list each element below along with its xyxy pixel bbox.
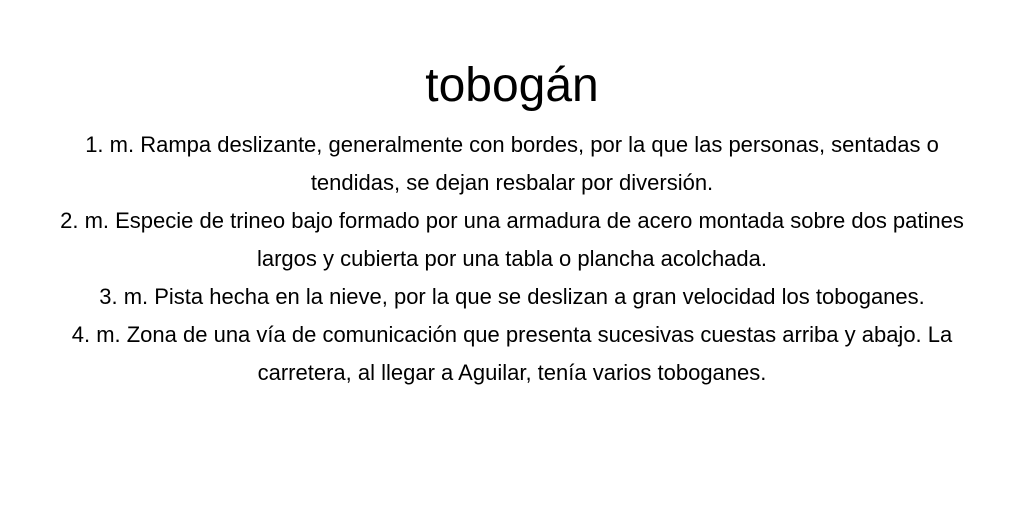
definition-list — [0, 126, 1024, 392]
definition-1: 1. m. Rampa deslizante, generalmente con bordes, por la que las personas, sentadas o tendidas, se dejan resbalar por diversión. — [85, 132, 939, 195]
definition-3: 3. m. Pista hecha en la nieve, por la que se deslizan a gran velocidad los toboganes. — [99, 284, 925, 309]
definition-4: 4. m. Zona de una vía de comunicación que presenta sucesivas cuestas arriba y abajo. La carretera, al llegar a Aguilar, tenía varios toboganes. — [71, 322, 953, 385]
definition-2: 2. m. Especie de trineo bajo formado por una armadura de acero montada sobre dos patines largos y cubierta por una tabla o plancha acolchada. — [60, 208, 964, 271]
headword-title: tobogán — [425, 59, 599, 112]
